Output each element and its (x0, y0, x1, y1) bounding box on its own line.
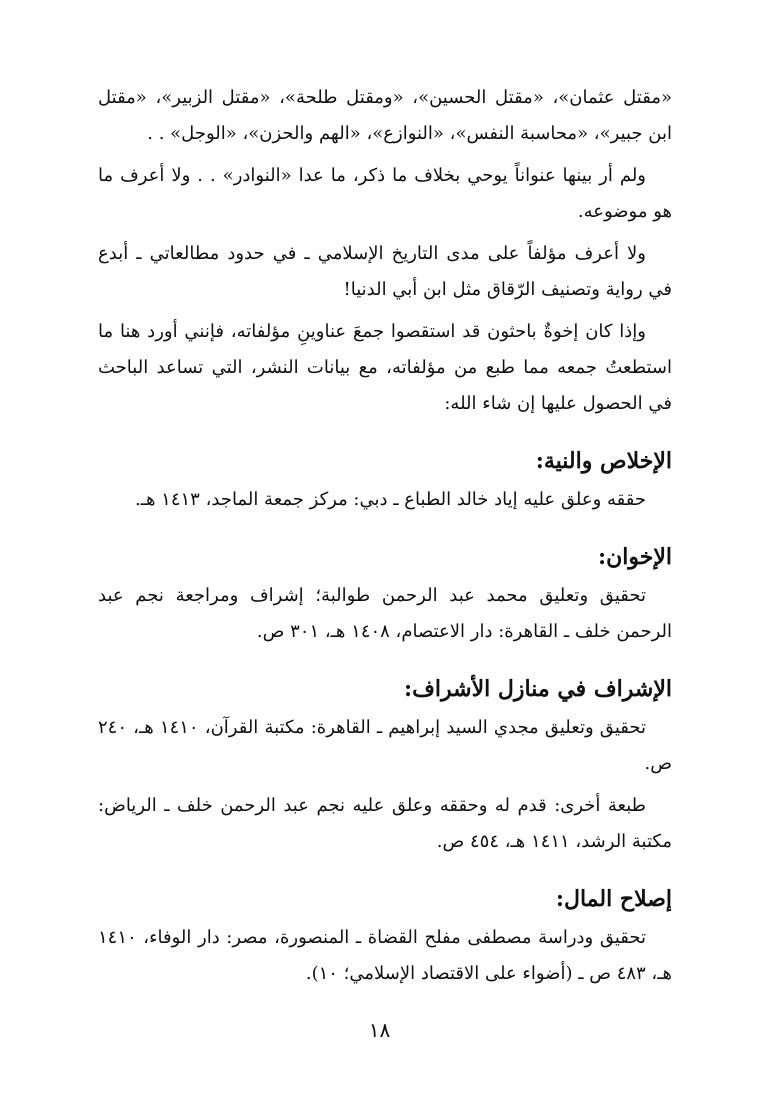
section-title: الإخوان: (597, 544, 672, 570)
intro-paragraph-3: ولا أعرف مؤلفاً على مدى التاريخ الإسلامي ـ في حدود مطالعاتي ـ أبدع في رواية وتصنيف الرّقاق مثل ابن أبي الدنيا! (98, 243, 672, 300)
section-title: إصلاح المال: (555, 886, 672, 912)
section-entry: تحقيق وتعليق محمد عبد الرحمن طوالبة؛ إشراف ومراجعة نجم عبد الرحمن خلف ـ القاهرة: دار الاعتصام، ١٤٠٨ هـ، ٣٠١ ص. (98, 585, 672, 642)
intro-paragraph-4: وإذا كان إخوةٌ باحثون قد استقصوا جمعَ عناوينِ مؤلفاته، فإنني أورد هنا ما استطعتُ جمعه مما طبع من مؤلفاته، مع بيانات النشر، التي تساعد الباحث في الحصول عليها إن شاء الله: (98, 321, 672, 414)
intro-paragraph-1: «مقتل عثمان»، «مقتل الحسين»، «ومقتل طلحة»، «مقتل الزبير»، «مقتل ابن جبير»، «محاسبة النفس»، «النوازع»، «الهم والحزن»، «الوجل» . . (98, 87, 672, 144)
intro-paragraph-2: ولم أر بينها عنواناً يوحي بخلاف ما ذكر، ما عدا «النوادر» . . ولا أعرف ما هو موضوعه. (98, 165, 672, 222)
page-number: ١٨ (368, 1018, 391, 1042)
section-entry: طبعة أخرى: قدم له وحققه وعلق عليه نجم عبد الرحمن خلف ـ الرياض: مكتبة الرشد، ١٤١١ هـ، ٤٥٤ ص. (98, 795, 672, 852)
section-entry: تحقيق وتعليق مجدي السيد إبراهيم ـ القاهرة: مكتبة القرآن، ١٤١٠ هـ، ٢٤٠ ص. (98, 717, 672, 774)
section-ikhlas (98, 444, 672, 518)
section-title: الإشراف في منازل الأشراف: (404, 676, 672, 702)
section-entry: حققه وعلق عليه إياد خالد الطباع ـ دبي: مركز جمعة الماجد، ١٤١٣ هـ. (134, 489, 646, 510)
section-islah-almal (98, 882, 672, 992)
page-body (98, 80, 672, 998)
section-entry: تحقيق ودراسة مصطفى مفلح القضاة ـ المنصورة، مصر: دار الوفاء، ١٤١٠ هـ، ٤٨٣ ص ـ (أضواء على الاقتصاد الإسلامي؛ ١٠). (98, 927, 672, 984)
section-ikhwan (98, 540, 672, 650)
section-ishraf (98, 672, 672, 860)
section-title: الإخلاص والنية: (535, 448, 672, 474)
